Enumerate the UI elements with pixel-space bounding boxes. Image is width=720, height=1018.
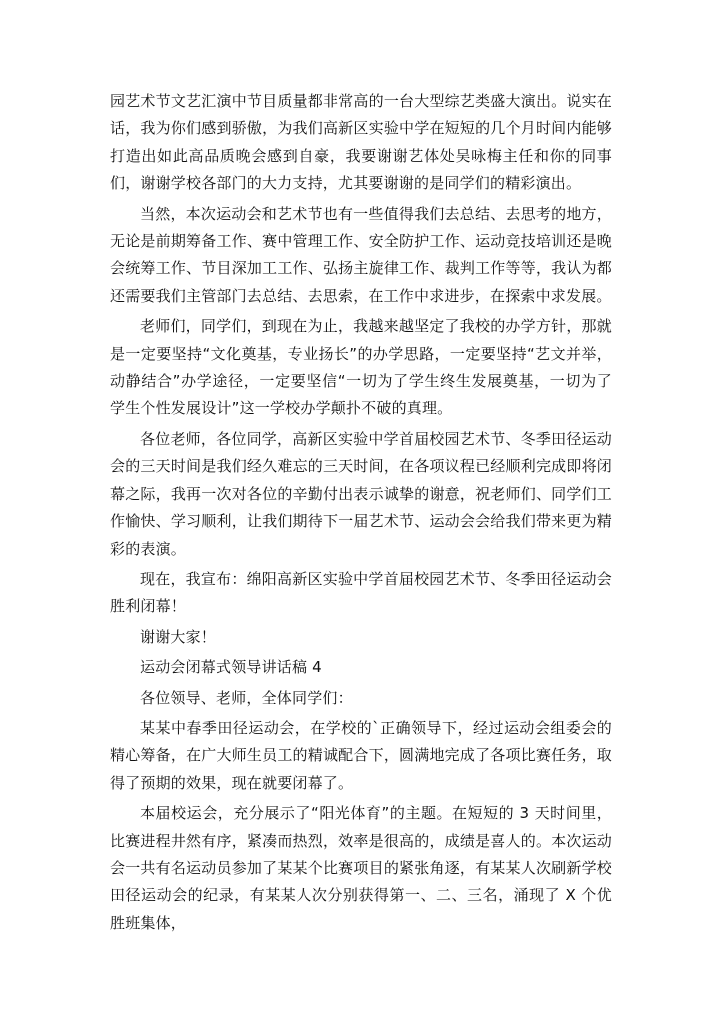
section-title-speech-4: 运动会闭幕式领导讲话稿 4: [140, 658, 322, 677]
paragraph-salutation: 各位领导、老师，全体同学们：: [140, 688, 353, 707]
paragraph-closing-announcement: 现在，我宣布：绵阳高新区实验中学首届校园艺术节、冬季田径运动会胜利闭幕！: [110, 569, 612, 616]
paragraph-sports-meet-summary: 本届校运会，充分展示了“阳光体育”的主题。在短短的 3 天时间里，比赛进程井然有序，紧凑而热烈，效率是很高的，成绩是喜人的。本次运动会一共有名运动员参加了某某个比赛项目的紧张角逐，有某某人次刷新学校田径运动会的纪录，有某某人次分别获得第一、二、三名，涌现了 X 个优胜班集体，: [110, 804, 612, 932]
document-body: [110, 88, 612, 937]
paragraph-sports-meet-intro: 某某中春季田径运动会，在学校的`正确领导下，经过运动会组委会的精心筹备，在广大师生员工的精诚配合下，圆满地完成了各项比赛任务，取得了预期的效果，现在就要闭幕了。: [110, 718, 612, 792]
paragraph-thanks: 各位老师，各位同学，高新区实验中学首届校园艺术节、冬季田径运动会的三天时间是我们经久难忘的三天时间，在各项议程已经顺利完成即将闭幕之际，我再一次对各位的辛勤付出表示诚挚的谢意，祝老师们、同学们工作愉快、学习顺利，让我们期待下一届艺术节、运动会会给我们带来更为精彩的表演。: [110, 429, 612, 558]
paragraph-reflection: 当然，本次运动会和艺术节也有一些值得我们去总结、去思考的地方，无论是前期筹备工作、赛中管理工作、安全防护工作、运动竞技培训还是晚会统筹工作、节目深加工工作、弘扬主旋律工作、裁判工作等等，我认为都还需要我们主管部门去总结、去思索，在工作中求进步，在探索中求发展。: [110, 204, 612, 305]
paragraph-school-policy: 老师们，同学们，到现在为止，我越来越坚定了我校的办学方针，那就是一定要坚持“文化奠基，专业扬长”的办学思路，一定要坚持“艺文并举，动静结合”办学途径，一定要坚信“一切为了学生终生发展奠基，一切为了学生个性发展设计”这一学校办学颠扑不破的真理。: [110, 317, 612, 418]
paragraph-continued-arts-festival: 园艺术节文艺汇演中节目质量都非常高的一台大型综艺类盛大演出。说实在话，我为你们感到骄傲，为我们高新区实验中学在短短的几个月时间内能够打造出如此高品质晚会感到自豪，我要谢谢艺体处吴咏梅主任和你的同事们，谢谢学校各部门的大力支持，尤其要谢谢的是同学们的精彩演出。: [110, 92, 612, 193]
paragraph-thank-you: 谢谢大家！: [140, 627, 217, 646]
